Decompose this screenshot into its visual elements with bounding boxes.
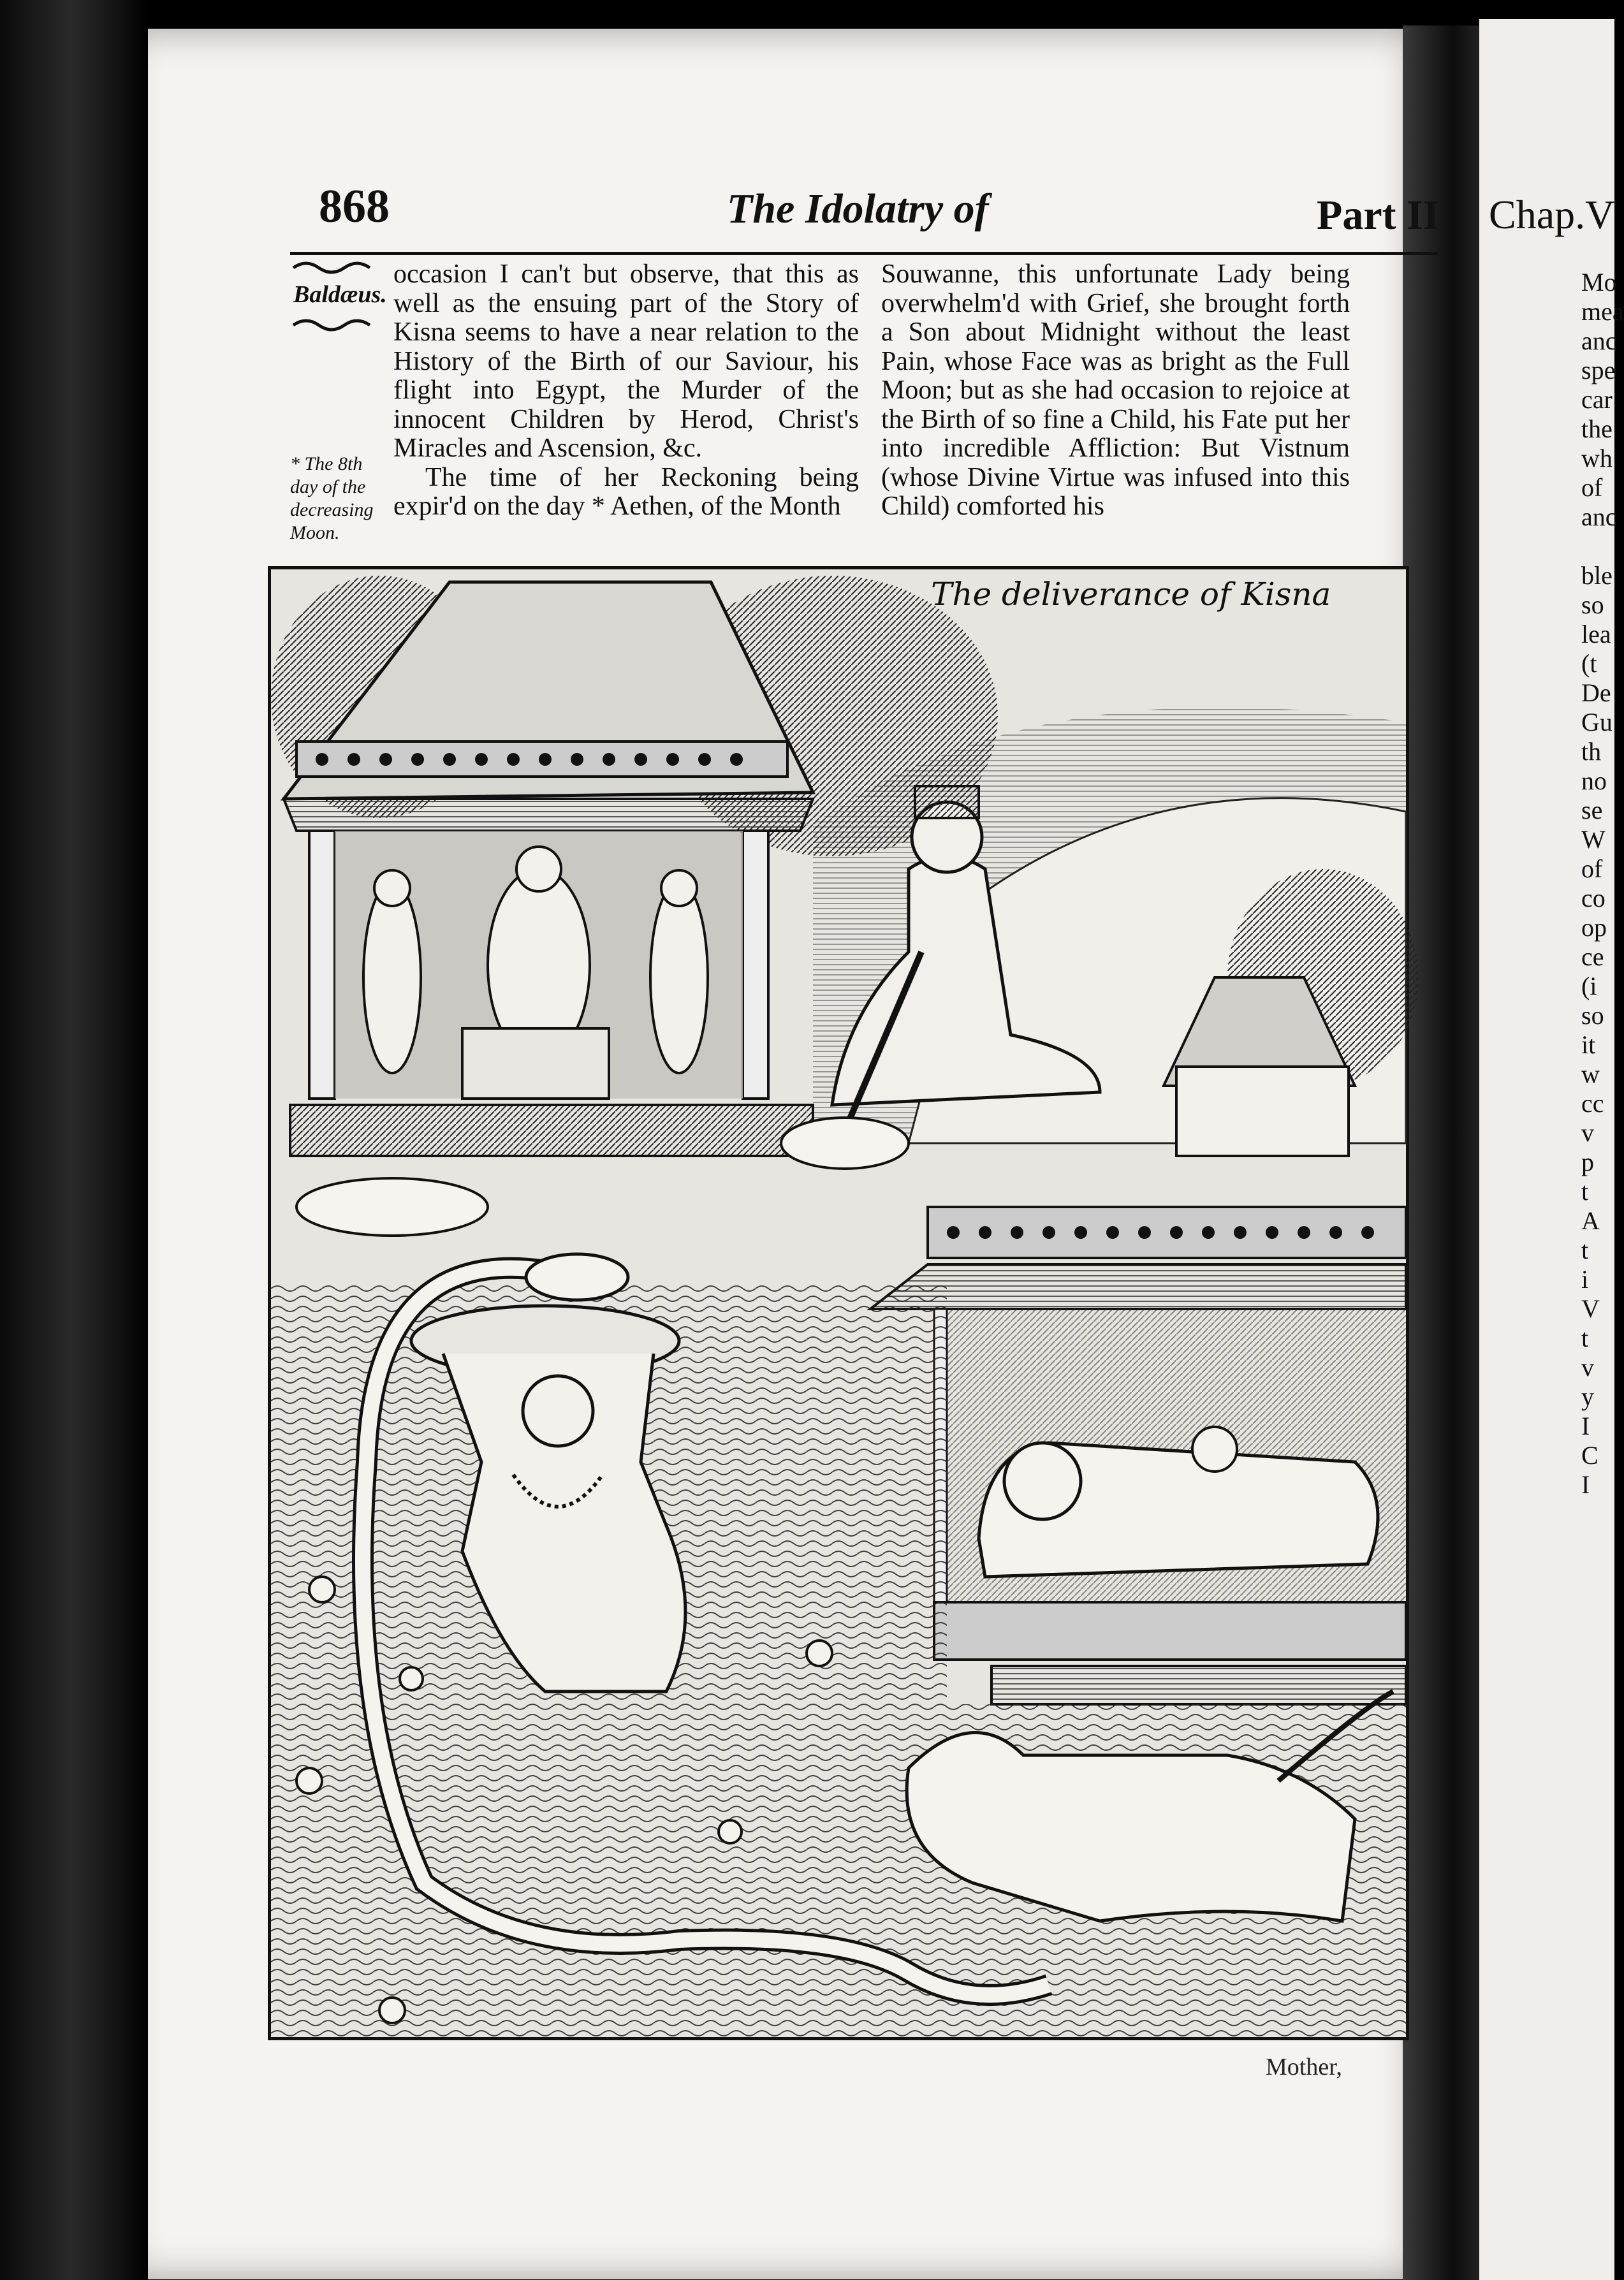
facing-page-line: Gu [1581, 708, 1613, 736]
facing-page-line: so [1581, 1001, 1604, 1030]
facing-page-text-fragments [1581, 268, 1624, 1500]
header-rule [290, 252, 1438, 255]
running-title: The Idolatry of [727, 186, 989, 232]
facing-page-line: it [1581, 1030, 1596, 1059]
part-label: Part II [1317, 192, 1440, 238]
facing-page-line: ble [1581, 561, 1613, 590]
facing-page-line: wh [1581, 444, 1613, 472]
paragraph: occasion I can't but observe, that this as well as the ensuing part of the Story of Kisna seems to have a near relation to the History of the Birth of our Saviour, his flight into Egypt, the Murder of the innocent Children by Herod, Christ's Miracles and Ascension, &c. [393, 259, 859, 463]
engraving-plate [268, 566, 1409, 2040]
facing-page-line: t [1581, 1236, 1589, 1264]
facing-page-line: w [1581, 1060, 1600, 1088]
facing-page-line: anc [1581, 326, 1617, 355]
facing-page-line: W [1581, 825, 1606, 854]
facing-page-line: A [1581, 1206, 1600, 1235]
facing-page-line: (t [1581, 649, 1597, 678]
facing-page-line: (i [1581, 972, 1597, 1000]
facing-page-line: mea [1581, 297, 1624, 326]
facing-page-line: no [1581, 766, 1607, 795]
plate-caption: The deliverance of Kisna [931, 576, 1331, 613]
book-gutter [1403, 26, 1486, 2280]
facing-page-line: spe [1581, 356, 1616, 384]
facing-page-line: co [1581, 884, 1606, 912]
facing-page-line: cc [1581, 1089, 1604, 1118]
facing-page-line: v [1581, 1353, 1594, 1382]
facing-page-line: C [1581, 1441, 1598, 1470]
text-column-left [393, 260, 859, 522]
paragraph: The time of her Reckoning being expir'd on the day * Aethen, of the Month [393, 462, 859, 521]
facing-page-line: I [1581, 1470, 1590, 1499]
facing-page-line: lea [1581, 620, 1611, 648]
margin-footnote: * The 8th day of the decreasing Moon. [290, 453, 374, 543]
facing-page-lines-mid [1581, 561, 1624, 1500]
engraving-illustration [271, 569, 1406, 2037]
facing-page-line: ce [1581, 942, 1604, 971]
facing-page-line: y [1581, 1382, 1594, 1411]
text-column-right [881, 260, 1350, 522]
facing-page-line: car [1581, 385, 1613, 414]
facing-page-line: Mo [1581, 268, 1617, 296]
margin-author-note: Baldæus. [293, 281, 387, 308]
facing-page-line: anc [1581, 502, 1617, 531]
facing-page-line: t [1581, 1177, 1589, 1206]
facing-page-line: of [1581, 854, 1603, 883]
facing-chapter-label: Chap.V [1489, 192, 1615, 237]
facing-page-line: se [1581, 796, 1603, 824]
facing-page-line: v [1581, 1118, 1594, 1147]
page-number: 868 [319, 180, 390, 233]
facing-page-line: t [1581, 1324, 1589, 1352]
facing-page-line: V [1581, 1294, 1600, 1323]
facing-page-line: the [1581, 414, 1613, 443]
facing-page-line: th [1581, 737, 1602, 766]
facing-page-line: op [1581, 913, 1607, 942]
paragraph: Souwanne, this unfortunate Lady being overwhelm'd with Grief, she brought forth a Son about Midnight without the least Pain, whose Face was as bright as the Full Moon; but as she had occasion to rejoice at the Birth of so fine a Child, his Fate put her into incredible Affliction: But Vistnum (whose Divine Virtue was infused into this Child) comforted his [881, 259, 1350, 521]
catchword: Mother, [1266, 2054, 1342, 2080]
facing-page-line: so [1581, 590, 1604, 619]
facing-page-line: p [1581, 1148, 1594, 1176]
facing-page-line: of [1581, 473, 1603, 502]
facing-page-line: i [1581, 1265, 1589, 1294]
facing-page-line: I [1581, 1412, 1590, 1440]
facing-page-line: De [1581, 678, 1611, 707]
